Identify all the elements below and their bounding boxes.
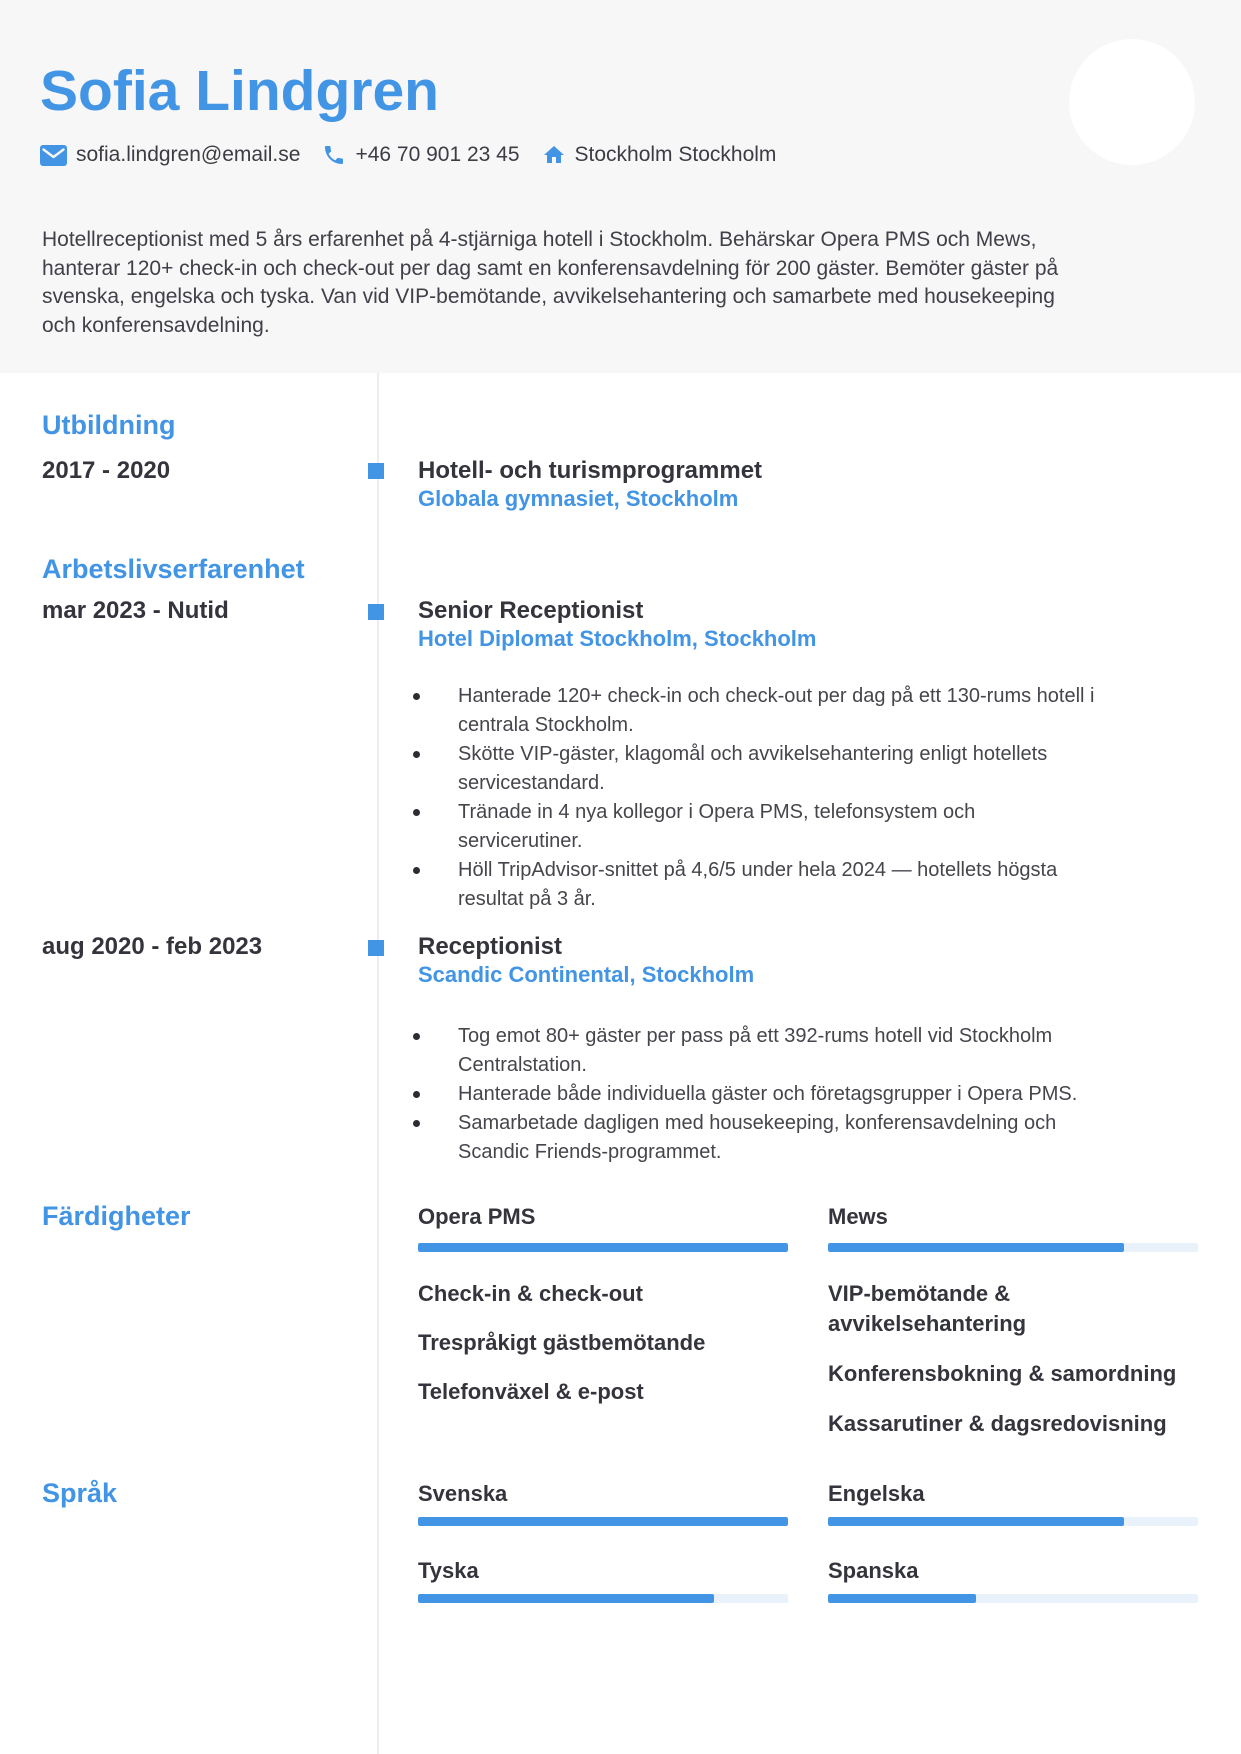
skill-label: Kassarutiner & dagsredovisning [828, 1411, 1167, 1436]
skill-bar-mews [828, 1243, 1198, 1252]
column-divider [377, 373, 379, 1754]
skill-label-opera-pms: Opera PMS [418, 1204, 536, 1229]
job2-company: Scandic Continental, Stockholm [418, 962, 755, 987]
list-item: Hanterade både individuella gäster och företagsgrupper i Opera PMS. [413, 1080, 1103, 1109]
list-item: Höll TripAdvisor-snittet på 4,6/5 under hela 2024 — hotellets högsta resultat på 3 år. [413, 856, 1103, 914]
section-title-languages: Språk [42, 1478, 118, 1508]
language-label-engelska: Engelska [828, 1481, 925, 1506]
section-title-education: Utbildning [42, 410, 176, 440]
list-item: Tog emot 80+ gäster per pass på ett 392-rums hotell vid Stockholm Centralstation. [413, 1022, 1103, 1080]
contact-location: Stockholm Stockholm [574, 143, 777, 166]
job1-bullet-list [413, 682, 1103, 914]
skill-label: Trespråkigt gästbemötande [418, 1330, 706, 1355]
skill-label: Check-in & check-out [418, 1281, 643, 1306]
list-item: Tränade in 4 nya kollegor i Opera PMS, telefonsystem och servicerutiner. [413, 798, 1103, 856]
phone-icon [322, 143, 346, 167]
language-bar-spanska [828, 1594, 1198, 1603]
contact-email: sofia.lindgren@email.se [76, 143, 301, 166]
envelope-icon [40, 145, 67, 166]
skill-label: Konferensbokning & samordning [828, 1361, 1177, 1386]
person-name: Sofia Lindgren [40, 59, 439, 123]
language-bar-tyska [418, 1594, 788, 1603]
section-title-experience: Arbetslivserfarenhet [42, 554, 305, 584]
section-title-skills: Färdigheter [42, 1201, 191, 1231]
skill-bar-opera-pms [418, 1243, 788, 1252]
job2-bullet-list [413, 1022, 1103, 1167]
list-item: Hanterade 120+ check-in och check-out per dag på ett 130-rums hotell i centrala Stockholm. [413, 682, 1103, 740]
language-bar-fill [828, 1517, 1124, 1526]
skill-label: Telefonväxel & e-post [418, 1379, 644, 1404]
language-bar-engelska [828, 1517, 1198, 1526]
language-bar-fill [418, 1517, 788, 1526]
contact-row [40, 143, 776, 167]
language-bar-fill [418, 1594, 714, 1603]
avatar [1069, 39, 1195, 165]
list-item: Samarbetade dagligen med housekeeping, konferensavdelning och Scandic Friends-programmet. [413, 1109, 1103, 1167]
education-period: 2017 - 2020 [42, 457, 171, 484]
skill-bar-fill [418, 1243, 788, 1252]
language-label-spanska: Spanska [828, 1558, 919, 1583]
language-bar-svenska [418, 1517, 788, 1526]
skill-label-mews: Mews [828, 1204, 888, 1229]
timeline-square-icon [368, 940, 384, 956]
list-item: Skötte VIP-gäster, klagomål och avvikelsehantering enligt hotellets servicestandard. [413, 740, 1103, 798]
home-icon [542, 143, 566, 167]
summary-text: Hotellreceptionist med 5 års erfarenhet på 4-stjärniga hotell i Stockholm. Behärskar Opera PMS och Mews, hanterar 120+ check-in och check-out per dag samt en konferensavdelning för 200 gäster. Bemöter gäster på svenska, engelska och tyska. Van vid VIP-bemötande, avvikelsehantering och samarbete med housekeeping och konferensavdelning. [42, 228, 1059, 337]
job1-period: mar 2023 - Nutid [42, 597, 229, 624]
language-label-tyska: Tyska [418, 1558, 479, 1583]
education-school: Globala gymnasiet, Stockholm [418, 486, 739, 511]
timeline-square-icon [368, 604, 384, 620]
language-label-svenska: Svenska [418, 1481, 508, 1506]
timeline-square-icon [368, 463, 384, 479]
language-bar-fill [828, 1594, 976, 1603]
skill-label: VIP-bemötande & avvikelsehantering [828, 1281, 1027, 1336]
job2-period: aug 2020 - feb 2023 [42, 933, 263, 960]
job1-company: Hotel Diplomat Stockholm, Stockholm [418, 626, 817, 651]
skill-bar-fill [828, 1243, 1124, 1252]
education-title: Hotell- och turismprogrammet [418, 457, 763, 484]
job2-title: Receptionist [418, 933, 563, 960]
contact-phone: +46 70 901 23 45 [355, 143, 520, 166]
job1-title: Senior Receptionist [418, 597, 644, 624]
